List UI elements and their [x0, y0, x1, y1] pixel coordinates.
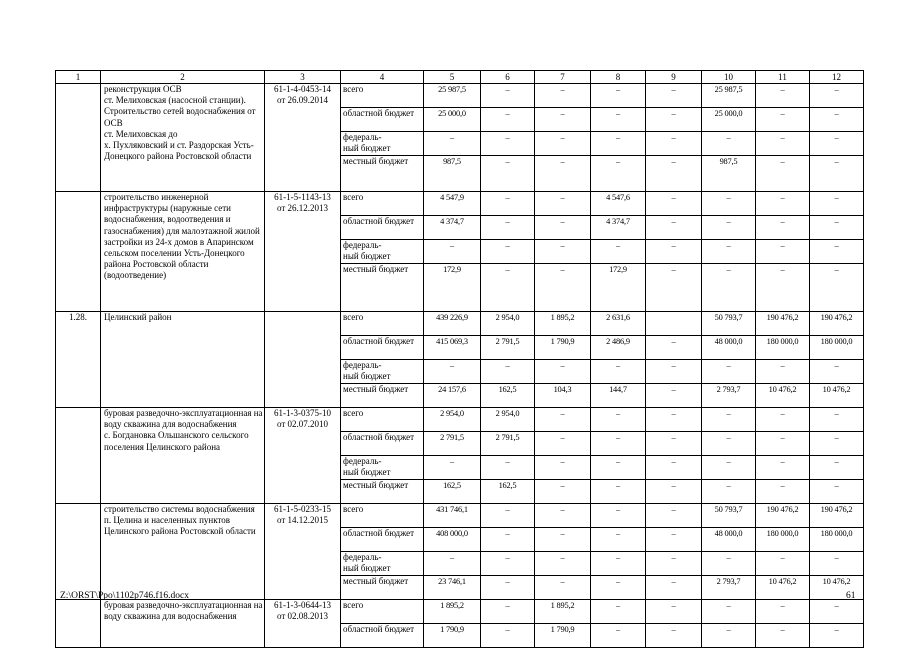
item-number: [56, 408, 101, 504]
amount-cell: –: [646, 432, 702, 456]
amount-cell: –: [591, 108, 646, 132]
amount-cell: –: [756, 600, 810, 624]
item-number: [56, 504, 101, 600]
amount-cell: –: [810, 156, 864, 192]
amount-cell: –: [481, 360, 535, 384]
amount-cell: –: [481, 108, 535, 132]
amount-cell: –: [481, 156, 535, 192]
amount-cell: –: [646, 216, 702, 240]
amount-cell: 10 476,2: [810, 576, 864, 600]
amount-cell: 2 791,5: [481, 432, 535, 456]
amount-cell: –: [810, 192, 864, 216]
item-title: буровая разведочно-эксплуатационная на воду скважина для водоснабжения: [101, 600, 265, 648]
amount-cell: 23 746,1: [424, 576, 481, 600]
amount-cell: –: [756, 192, 810, 216]
amount-cell: –: [481, 600, 535, 624]
amount-cell: 2 793,7: [702, 576, 756, 600]
amount-cell: –: [756, 360, 810, 384]
amount-cell: –: [702, 624, 756, 648]
amount-cell: 10 476,2: [756, 576, 810, 600]
amount-cell: –: [591, 504, 646, 528]
amount-cell: –: [481, 240, 535, 264]
amount-cell: 2 791,5: [424, 432, 481, 456]
registry-code: 61-1-4-0453-14 от 26.09.2014: [265, 84, 341, 192]
amount-cell: –: [535, 528, 591, 552]
table-row: [56, 600, 864, 624]
amount-cell: –: [535, 264, 591, 312]
amount-cell: –: [535, 240, 591, 264]
amount-cell: –: [591, 456, 646, 480]
amount-cell: 50 793,7: [702, 504, 756, 528]
amount-cell: –: [646, 600, 702, 624]
amount-cell: –: [424, 360, 481, 384]
amount-cell: 190 476,2: [810, 504, 864, 528]
amount-cell: –: [646, 132, 702, 156]
amount-cell: –: [702, 432, 756, 456]
amount-cell: –: [810, 264, 864, 312]
funding-source-label: федераль- ный бюджет: [341, 132, 424, 156]
amount-cell: 104,3: [535, 384, 591, 408]
amount-cell: –: [535, 552, 591, 576]
amount-cell: –: [702, 456, 756, 480]
amount-cell: 190 476,2: [756, 504, 810, 528]
amount-cell: –: [535, 84, 591, 108]
amount-cell: 2 954,0: [481, 408, 535, 432]
amount-cell: –: [535, 456, 591, 480]
amount-cell: –: [591, 132, 646, 156]
amount-cell: –: [591, 624, 646, 648]
amount-cell: –: [646, 84, 702, 108]
registry-code: 61-1-3-0644-13 от 02.08.2013: [265, 600, 341, 648]
amount-cell: 25 000,0: [702, 108, 756, 132]
amount-cell: –: [481, 192, 535, 216]
amount-cell: –: [756, 624, 810, 648]
funding-source-label: всего: [341, 192, 424, 216]
amount-cell: 190 476,2: [810, 312, 864, 336]
amount-cell: –: [810, 432, 864, 456]
amount-cell: 25 987,5: [424, 84, 481, 108]
amount-cell: –: [481, 552, 535, 576]
amount-cell: 10 476,2: [756, 384, 810, 408]
amount-cell: 4 547,9: [424, 192, 481, 216]
column-header: 5: [424, 71, 481, 84]
amount-cell: –: [646, 624, 702, 648]
amount-cell: –: [646, 336, 702, 360]
amount-cell: –: [646, 576, 702, 600]
amount-cell: 2 791,5: [481, 336, 535, 360]
column-header: 8: [591, 71, 646, 84]
footer-file-path: Z:\ORST\Ppo\1102p746.f16.docx: [60, 591, 189, 601]
funding-source-label: областной бюджет: [341, 336, 424, 360]
amount-cell: –: [535, 108, 591, 132]
item-title: строительство системы водоснабжения п. Целина и населенных пунктов Целинского района Ростовской области: [101, 504, 265, 600]
item-title: Целинский район: [101, 312, 265, 408]
amount-cell: –: [424, 552, 481, 576]
amount-cell: 180 000,0: [810, 336, 864, 360]
amount-cell: –: [810, 552, 864, 576]
funding-source-label: областной бюджет: [341, 108, 424, 132]
table-row: [56, 192, 864, 216]
amount-cell: –: [810, 108, 864, 132]
amount-cell: –: [535, 504, 591, 528]
amount-cell: –: [646, 240, 702, 264]
registry-code: 61-1-5-1143-13 от 26.12.2013: [265, 192, 341, 312]
amount-cell: 2 954,0: [424, 408, 481, 432]
amount-cell: 180 000,0: [810, 528, 864, 552]
amount-cell: –: [591, 360, 646, 384]
amount-cell: –: [646, 552, 702, 576]
item-title: реконструкция ОСВ ст. Мелиховская (насосной станции). Строительство сетей водоснабжения от ОСВ ст. Мелиховская до х. Пухляковский и ст. Раздорская Усть-Донецкого района Ростовской области: [101, 84, 265, 192]
amount-cell: –: [481, 132, 535, 156]
amount-cell: [646, 312, 702, 336]
funding-source-label: местный бюджет: [341, 480, 424, 504]
amount-cell: –: [591, 432, 646, 456]
amount-cell: –: [810, 216, 864, 240]
amount-cell: –: [646, 108, 702, 132]
amount-cell: –: [810, 600, 864, 624]
amount-cell: –: [756, 84, 810, 108]
amount-cell: 50 793,7: [702, 312, 756, 336]
amount-cell: –: [756, 480, 810, 504]
amount-cell: 172,9: [424, 264, 481, 312]
amount-cell: 2 793,7: [702, 384, 756, 408]
amount-cell: 180 000,0: [756, 528, 810, 552]
table-row: [56, 312, 864, 336]
amount-cell: –: [424, 456, 481, 480]
amount-cell: –: [756, 108, 810, 132]
item-number: [56, 84, 101, 192]
amount-cell: –: [646, 480, 702, 504]
amount-cell: –: [591, 84, 646, 108]
amount-cell: –: [810, 360, 864, 384]
amount-cell: 25 987,5: [702, 84, 756, 108]
funding-source-label: федераль- ный бюджет: [341, 456, 424, 480]
amount-cell: 987,5: [702, 156, 756, 192]
funding-source-label: всего: [341, 84, 424, 108]
funding-source-label: федераль- ный бюджет: [341, 360, 424, 384]
page-number: 61: [846, 591, 856, 601]
amount-cell: –: [756, 132, 810, 156]
amount-cell: 24 157,6: [424, 384, 481, 408]
registry-code: 61-1-3-0375-10 от 02.07.2010: [265, 408, 341, 504]
funding-source-label: областной бюджет: [341, 528, 424, 552]
amount-cell: –: [810, 480, 864, 504]
registry-code: 61-1-5-0233-15 от 14.12.2015: [265, 504, 341, 600]
funding-source-label: всего: [341, 600, 424, 624]
amount-cell: 48 000,0: [702, 336, 756, 360]
funding-source-label: местный бюджет: [341, 264, 424, 312]
amount-cell: 25 000,0: [424, 108, 481, 132]
amount-cell: –: [535, 192, 591, 216]
amount-cell: –: [702, 360, 756, 384]
amount-cell: 415 069,3: [424, 336, 481, 360]
amount-cell: –: [810, 240, 864, 264]
budget-table: [55, 70, 864, 648]
amount-cell: –: [646, 156, 702, 192]
amount-cell: –: [535, 360, 591, 384]
amount-cell: –: [535, 156, 591, 192]
amount-cell: –: [756, 216, 810, 240]
amount-cell: 4 547,6: [591, 192, 646, 216]
registry-code: [265, 312, 341, 408]
amount-cell: –: [756, 456, 810, 480]
column-header: 3: [265, 71, 341, 84]
amount-cell: –: [702, 264, 756, 312]
table-row: [56, 504, 864, 528]
amount-cell: –: [646, 504, 702, 528]
amount-cell: –: [810, 624, 864, 648]
amount-cell: 1 790,9: [535, 624, 591, 648]
amount-cell: –: [702, 552, 756, 576]
column-header: 4: [341, 71, 424, 84]
item-title: буровая разведочно-эксплуатационная на воду скважина для водоснабжения с. Богдановка Ольшанского сельского поселения Целинского района: [101, 408, 265, 504]
funding-source-label: всего: [341, 408, 424, 432]
amount-cell: –: [591, 480, 646, 504]
item-number: [56, 192, 101, 312]
amount-cell: 1 895,2: [535, 312, 591, 336]
amount-cell: –: [756, 408, 810, 432]
amount-cell: –: [424, 240, 481, 264]
amount-cell: –: [535, 576, 591, 600]
amount-cell: –: [424, 132, 481, 156]
amount-cell: 1 895,2: [424, 600, 481, 624]
amount-cell: –: [756, 552, 810, 576]
amount-cell: –: [702, 132, 756, 156]
amount-cell: 4 374,7: [591, 216, 646, 240]
funding-source-label: федераль- ный бюджет: [341, 240, 424, 264]
amount-cell: –: [591, 528, 646, 552]
amount-cell: –: [756, 240, 810, 264]
amount-cell: 180 000,0: [756, 336, 810, 360]
amount-cell: 10 476,2: [810, 384, 864, 408]
amount-cell: –: [646, 408, 702, 432]
amount-cell: –: [810, 84, 864, 108]
amount-cell: –: [810, 456, 864, 480]
column-header: 6: [481, 71, 535, 84]
funding-source-label: областной бюджет: [341, 624, 424, 648]
amount-cell: 4 374,7: [424, 216, 481, 240]
funding-source-label: областной бюджет: [341, 432, 424, 456]
amount-cell: –: [535, 432, 591, 456]
column-header: 10: [702, 71, 756, 84]
amount-cell: 1 895,2: [535, 600, 591, 624]
header-row: [56, 71, 864, 84]
amount-cell: –: [646, 384, 702, 408]
amount-cell: 2 486,9: [591, 336, 646, 360]
amount-cell: –: [646, 192, 702, 216]
amount-cell: 162,5: [481, 480, 535, 504]
amount-cell: 172,9: [591, 264, 646, 312]
amount-cell: 1 790,9: [424, 624, 481, 648]
amount-cell: 408 000,0: [424, 528, 481, 552]
amount-cell: 162,5: [481, 384, 535, 408]
amount-cell: 987,5: [424, 156, 481, 192]
column-header: 7: [535, 71, 591, 84]
funding-source-label: всего: [341, 312, 424, 336]
amount-cell: 439 226,9: [424, 312, 481, 336]
amount-cell: 1 790,9: [535, 336, 591, 360]
amount-cell: –: [702, 192, 756, 216]
amount-cell: –: [481, 216, 535, 240]
amount-cell: –: [591, 576, 646, 600]
funding-source-label: всего: [341, 504, 424, 528]
amount-cell: –: [481, 576, 535, 600]
amount-cell: –: [591, 240, 646, 264]
amount-cell: –: [535, 216, 591, 240]
item-number: 1.28.: [56, 312, 101, 408]
amount-cell: 431 746,1: [424, 504, 481, 528]
amount-cell: –: [646, 456, 702, 480]
item-number: [56, 600, 101, 648]
table-row: [56, 84, 864, 108]
amount-cell: –: [810, 132, 864, 156]
amount-cell: –: [646, 264, 702, 312]
amount-cell: –: [481, 528, 535, 552]
column-header: 11: [756, 71, 810, 84]
item-title: строительство инженерной инфраструктуры (наружные сети водоснабжения, водоотведения и газоснабжения) для малоэтажной жилой застройки из 24-х домов в Апаринском сельском поселении Усть-Донецкого района Ростовской области (водоотведение): [101, 192, 265, 312]
amount-cell: –: [591, 600, 646, 624]
amount-cell: 2 954,0: [481, 312, 535, 336]
column-header: 12: [810, 71, 864, 84]
amount-cell: –: [810, 408, 864, 432]
funding-source-label: местный бюджет: [341, 156, 424, 192]
amount-cell: –: [481, 456, 535, 480]
amount-cell: –: [646, 360, 702, 384]
amount-cell: –: [535, 132, 591, 156]
amount-cell: 144,7: [591, 384, 646, 408]
amount-cell: –: [756, 264, 810, 312]
amount-cell: –: [702, 408, 756, 432]
amount-cell: –: [481, 264, 535, 312]
amount-cell: –: [646, 528, 702, 552]
amount-cell: –: [591, 552, 646, 576]
amount-cell: –: [702, 216, 756, 240]
amount-cell: –: [591, 408, 646, 432]
funding-source-label: областной бюджет: [341, 216, 424, 240]
funding-source-label: местный бюджет: [341, 576, 424, 600]
amount-cell: –: [756, 432, 810, 456]
column-header: 2: [101, 71, 265, 84]
table-row: [56, 408, 864, 432]
funding-source-label: местный бюджет: [341, 384, 424, 408]
amount-cell: –: [481, 624, 535, 648]
amount-cell: –: [481, 504, 535, 528]
column-header: 9: [646, 71, 702, 84]
amount-cell: –: [702, 480, 756, 504]
amount-cell: –: [535, 408, 591, 432]
amount-cell: 48 000,0: [702, 528, 756, 552]
amount-cell: 2 631,6: [591, 312, 646, 336]
amount-cell: 190 476,2: [756, 312, 810, 336]
amount-cell: –: [702, 600, 756, 624]
amount-cell: –: [756, 156, 810, 192]
amount-cell: 162,5: [424, 480, 481, 504]
amount-cell: –: [535, 480, 591, 504]
amount-cell: –: [591, 156, 646, 192]
funding-source-label: федераль- ный бюджет: [341, 552, 424, 576]
amount-cell: –: [702, 240, 756, 264]
amount-cell: –: [481, 84, 535, 108]
column-header: 1: [56, 71, 101, 84]
